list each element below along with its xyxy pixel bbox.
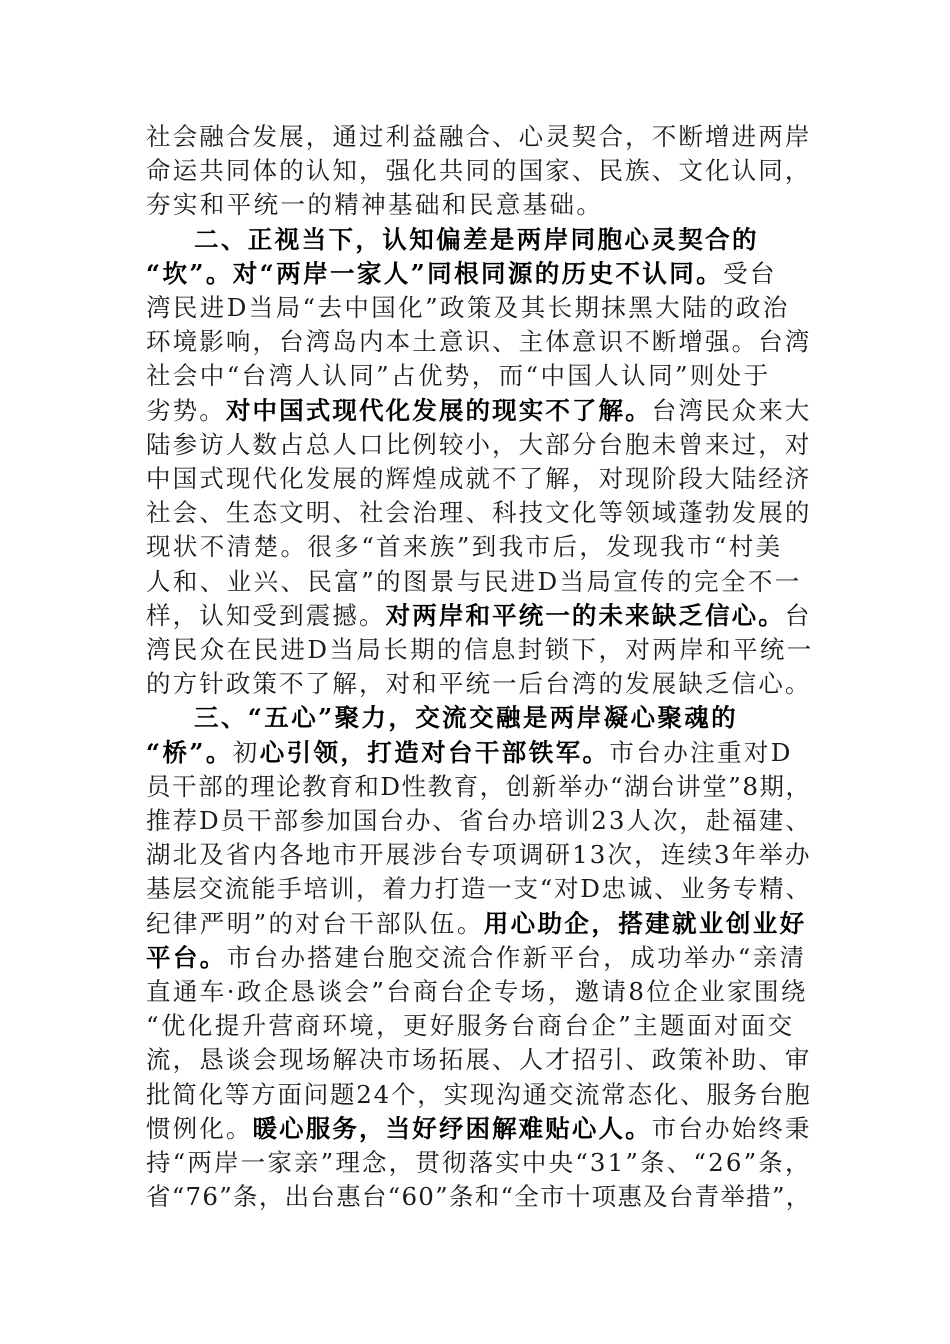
text-line — [146, 154, 812, 188]
text-segment: 受台 — [723, 258, 777, 288]
text-line — [194, 223, 759, 257]
text-segment: 湖北及省内各地市开展涉台专项调研13次，连续3年举办 — [146, 840, 812, 870]
text-line — [146, 1043, 812, 1077]
text-line — [146, 1078, 812, 1112]
text-segment: “优化提升营商环境，更好服务台商台企”主题面对面交 — [146, 1011, 795, 1041]
text-line — [146, 633, 814, 667]
text-segment: 市台办搭建台胞交流合作新平台，成功举办“亲清 — [226, 942, 807, 972]
text-segment: 直通车·政企恳谈会”台商台企专场，邀请8位企业家围绕 — [146, 977, 808, 1006]
text-segment: 环境影响，台湾岛内本土意识、主体意识不断增强。台湾 — [146, 327, 812, 357]
text-line — [194, 701, 738, 735]
text-segment: 夯实和平统一的精神基础和民意基础。 — [146, 190, 604, 220]
text-segment: 流，恳谈会现场解决市场拓展、人才招引、政策补助、审 — [146, 1045, 812, 1075]
text-line — [146, 462, 812, 496]
text-segment: 市台办始终秉 — [651, 1113, 812, 1143]
text-line — [146, 291, 790, 325]
text-line — [146, 530, 783, 564]
bold-text-segment: 用心助企，搭建就业创业好 — [483, 908, 807, 938]
text-segment: 惯例化。 — [146, 1113, 253, 1143]
text-line — [146, 188, 603, 222]
text-segment: 样，认知受到震撼。 — [146, 600, 386, 630]
text-segment: 中国式现代化发展的辉煌成就不了解，对现阶段大陆经济 — [146, 464, 812, 493]
bold-text-segment: “桥”。 — [146, 737, 233, 767]
text-segment: 初 — [232, 737, 260, 767]
bold-text-segment: 对中国式现代化发展的现实不了解。 — [225, 395, 652, 425]
bold-text-segment: 平台。 — [146, 942, 227, 972]
bold-text-segment: 心引领，打造对台干部铁军。 — [259, 737, 610, 767]
text-segment: 基层交流能手培训，着力打造一支“对D忠诚、业务专精、 — [146, 874, 812, 904]
text-segment: 社会、生态文明、社会治理、科技文化等领域蓬勃发展的 — [146, 498, 812, 528]
bold-text-segment: 暖心服务，当好纾困解难贴心人。 — [252, 1113, 652, 1143]
text-line — [146, 359, 771, 393]
text-line — [146, 394, 812, 428]
text-segment: 命运共同体的认知，强化共同的国家、民族、文化认同， — [146, 156, 812, 186]
text-segment: 现状不清楚。很多“首来族”到我市后，发现我市“村美 — [146, 532, 783, 562]
text-line — [146, 325, 812, 359]
text-segment: 社会融合发展，通过利益融合、心灵契合，不断增进两岸 — [146, 122, 812, 151]
text-line — [146, 907, 807, 941]
text-segment: 批简化等方面问题24个，实现沟通交流常态化、服务台胞 — [146, 1079, 812, 1109]
text-line — [146, 838, 812, 872]
text-segment: 台湾民众来大 — [651, 395, 812, 425]
text-line — [146, 1112, 812, 1146]
text-segment: 省“76”条，出台惠台“60”条和“全市十项惠及台青举措”， — [146, 1182, 812, 1212]
text-line — [146, 804, 812, 838]
text-line — [146, 257, 777, 291]
text-line — [146, 667, 812, 701]
text-line — [146, 736, 793, 770]
text-segment: 持“两岸一家亲”理念，贯彻落实中央“31”条、“26”条， — [146, 1148, 812, 1177]
text-segment: 湾民进D当局“去中国化”政策及其长期抹黑大陆的政治 — [146, 293, 790, 322]
text-segment: 陆参访人数占总人口比例较小，大部分台胞未曾来过，对 — [146, 429, 812, 459]
text-line — [146, 120, 812, 154]
bold-text-segment: 三、“五心”聚力，交流交融是两岸凝心聚魂的 — [194, 703, 739, 733]
bold-text-segment: 对两岸和平统一的未来缺乏信心。 — [385, 600, 785, 630]
text-line — [146, 599, 812, 633]
text-segment: 市台办注重对D — [609, 737, 793, 767]
text-line — [146, 428, 812, 462]
bold-text-segment: 二、正视当下，认知偏差是两岸同胞心灵契合的 — [194, 224, 759, 254]
text-segment: 人和、业兴、民富”的图景与民进D当局宣传的完全不一 — [146, 566, 802, 596]
text-segment: 社会中“台湾人认同”占优势，而“中国人认同”则处于 — [146, 361, 771, 391]
text-segment: 推荐D员干部参加国台办、省台办培训23人次，赴福建、 — [146, 806, 812, 835]
text-segment: 纪律严明”的对台干部队伍。 — [146, 908, 484, 938]
text-segment: 劣势。 — [146, 395, 226, 425]
text-line — [146, 941, 807, 975]
text-line — [146, 1180, 812, 1214]
text-line — [146, 496, 812, 530]
text-segment: 湾民众在民进D当局长期的信息封锁下，对两岸和平统一 — [146, 635, 814, 664]
text-segment: 的方针政策不了解，对和平统一后台湾的发展缺乏信心。 — [146, 669, 812, 699]
bold-text-segment: “坎”。对“两岸一家人”同根同源的历史不认同。 — [146, 258, 724, 288]
text-line — [146, 565, 802, 599]
text-line — [146, 1146, 812, 1180]
text-line — [146, 770, 812, 804]
text-line — [146, 872, 812, 906]
text-line — [146, 1009, 795, 1043]
text-segment: 台 — [784, 600, 812, 630]
text-line — [146, 975, 808, 1009]
text-segment: 员干部的理论教育和D性教育，创新举办“湖台讲堂”8期， — [146, 771, 812, 801]
